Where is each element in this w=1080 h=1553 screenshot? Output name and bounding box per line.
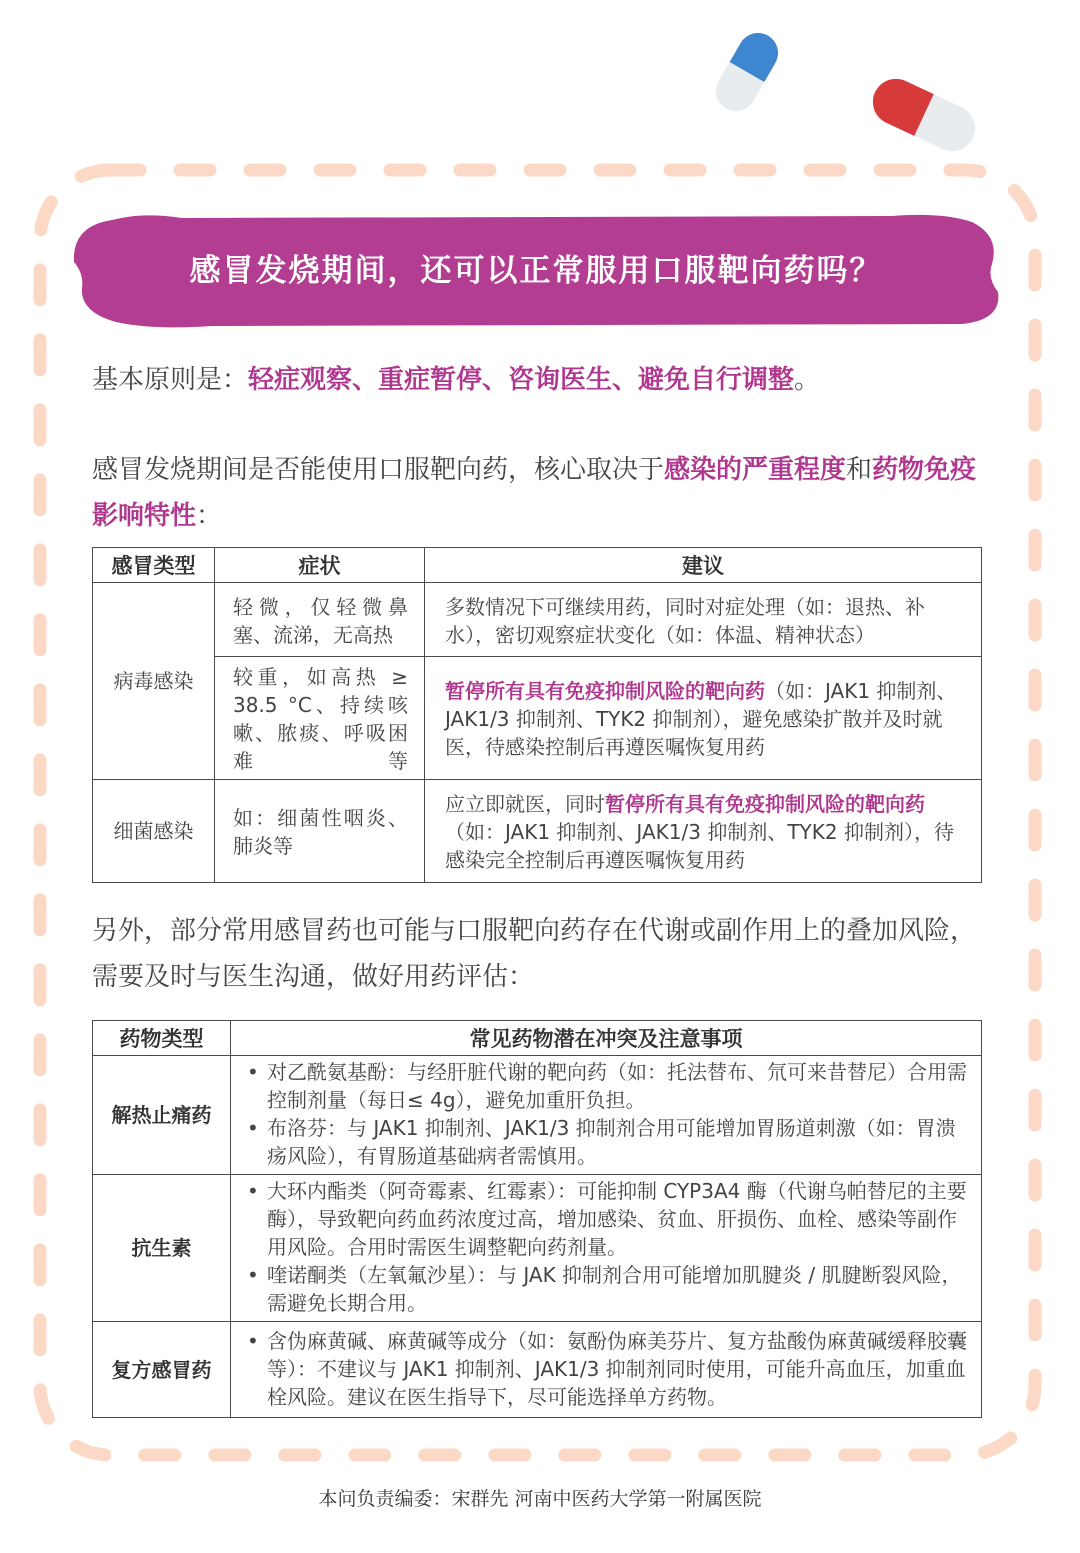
footer-credit: 本问负责编委：宋群先 河南中医药大学第一附属医院 xyxy=(318,1488,762,1510)
core-suffix: ： xyxy=(196,501,223,531)
core-paragraph xyxy=(92,447,984,539)
table-header-row xyxy=(93,1021,982,1056)
list-item: • 对乙酰氨基酚：与经肝脏代谢的靶向药（如：托法替布、氘可来昔替尼）合用需控制剂量（每日≤ 4g），避免加重肝负担。 xyxy=(243,1058,967,1114)
core-text-and: 和 xyxy=(846,455,873,485)
symptom-cell: 较重，如高热 ≥ 38.5 °C、持续咳嗽、脓痰、呼吸困难等 xyxy=(215,657,425,780)
cold-type-table xyxy=(92,547,982,883)
core-highlight-immune: 药物免疫影响特性 xyxy=(92,455,977,531)
advice-highlight: 暂停所有具有免疫抑制风险的靶向药 xyxy=(445,679,765,703)
notes-cell xyxy=(231,1056,982,1175)
table-header: 症状 xyxy=(215,548,425,583)
table-row xyxy=(93,1322,982,1418)
list-item: • 含伪麻黄碱、麻黄碱等成分（如：氨酚伪麻美芬片、复方盐酸伪麻黄碱缓释胶囊等）：不建议与 JAK1 抑制剂、JAK1/3 抑制剂同时使用，可能升高血压，加重血栓风险。建议在医生指导下，尽可能选择单方药物。 xyxy=(243,1327,967,1411)
advice-highlight: 暂停所有具有免疫抑制风险的靶向药 xyxy=(605,792,925,816)
advice-text: （如：JAK1 抑制剂、JAK1/3 抑制剂、TYK2 抑制剂），待感染完全控制后再遵医嘱恢复用药 xyxy=(445,820,954,872)
advice-text: （如：JAK1 抑制剂、JAK1/3 抑制剂、TYK2 抑制剂），避免感染扩散并及时就医，待感染控制后再遵医嘱恢复用药 xyxy=(445,679,957,759)
table-row xyxy=(93,780,982,883)
symptom-cell: 轻微，仅轻微鼻塞、流涕，无高热 xyxy=(215,583,425,657)
additional-paragraph: 另外，部分常用感冒药也可能与口服靶向药存在代谢或副作用上的叠加风险，需要及时与医生沟通，做好用药评估： xyxy=(92,916,977,992)
page-title: 感冒发烧期间，还可以正常服用口服靶向药吗？ xyxy=(189,253,883,289)
table-row xyxy=(93,1175,982,1322)
drug-type-cell: 解热止痛药 xyxy=(93,1056,231,1175)
table-row xyxy=(93,1056,982,1175)
cold-type-cell: 细菌感染 xyxy=(93,780,215,883)
advice-cell: 多数情况下可继续用药，同时对症处理（如：退热、补水），密切观察症状变化（如：体温、精神状态） xyxy=(425,583,982,657)
drug-type-cell: 抗生素 xyxy=(93,1175,231,1322)
principle-paragraph xyxy=(92,357,984,403)
notes-cell xyxy=(231,1175,982,1322)
drug-conflict-table xyxy=(92,1020,982,1418)
notes-cell xyxy=(231,1322,982,1418)
core-text: 感冒发烧期间是否能使用口服靶向药，核心取决于 xyxy=(92,455,665,485)
symptom-cell: 如：细菌性咽炎、肺炎等 xyxy=(215,780,425,883)
core-highlight-severity: 感染的严重程度 xyxy=(664,455,847,485)
cold-type-cell: 病毒感染 xyxy=(93,583,215,780)
drug-type-cell: 复方感冒药 xyxy=(93,1322,231,1418)
list-item: • 喹诺酮类（左氧氟沙星）：与 JAK 抑制剂合用可能增加肌腱炎 / 肌腱断裂风险，需避免长期合用。 xyxy=(243,1261,967,1317)
advice-cell xyxy=(425,657,982,780)
principle-highlight: 轻症观察、重症暂停、咨询医生、避免自行调整 xyxy=(248,365,795,395)
table-header: 感冒类型 xyxy=(93,548,215,583)
list-item: • 布洛芬：与 JAK1 抑制剂、JAK1/3 抑制剂合用可能增加胃肠道刺激（如：胃溃疡风险），有胃肠道基础病者需慎用。 xyxy=(243,1114,967,1170)
advice-cell xyxy=(425,780,982,883)
advice-text: 应立即就医，同时 xyxy=(445,792,605,816)
list-item: • 大环内酯类（阿奇霉素、红霉素）：可能抑制 CYP3A4 酶（代谢乌帕替尼的主要酶），导致靶向药血药浓度过高，增加感染、贫血、肝损伤、血栓、感染等副作用风险。合用时需医生调整靶向药剂量。 xyxy=(243,1177,967,1261)
table-row xyxy=(93,583,982,657)
table-header: 常见药物潜在冲突及注意事项 xyxy=(231,1021,982,1056)
table-row xyxy=(93,657,982,780)
principle-suffix: 。 xyxy=(794,365,821,395)
table-header: 建议 xyxy=(425,548,982,583)
table-header-row xyxy=(93,548,982,583)
table-header: 药物类型 xyxy=(93,1021,231,1056)
principle-prefix: 基本原则是： xyxy=(92,365,249,395)
